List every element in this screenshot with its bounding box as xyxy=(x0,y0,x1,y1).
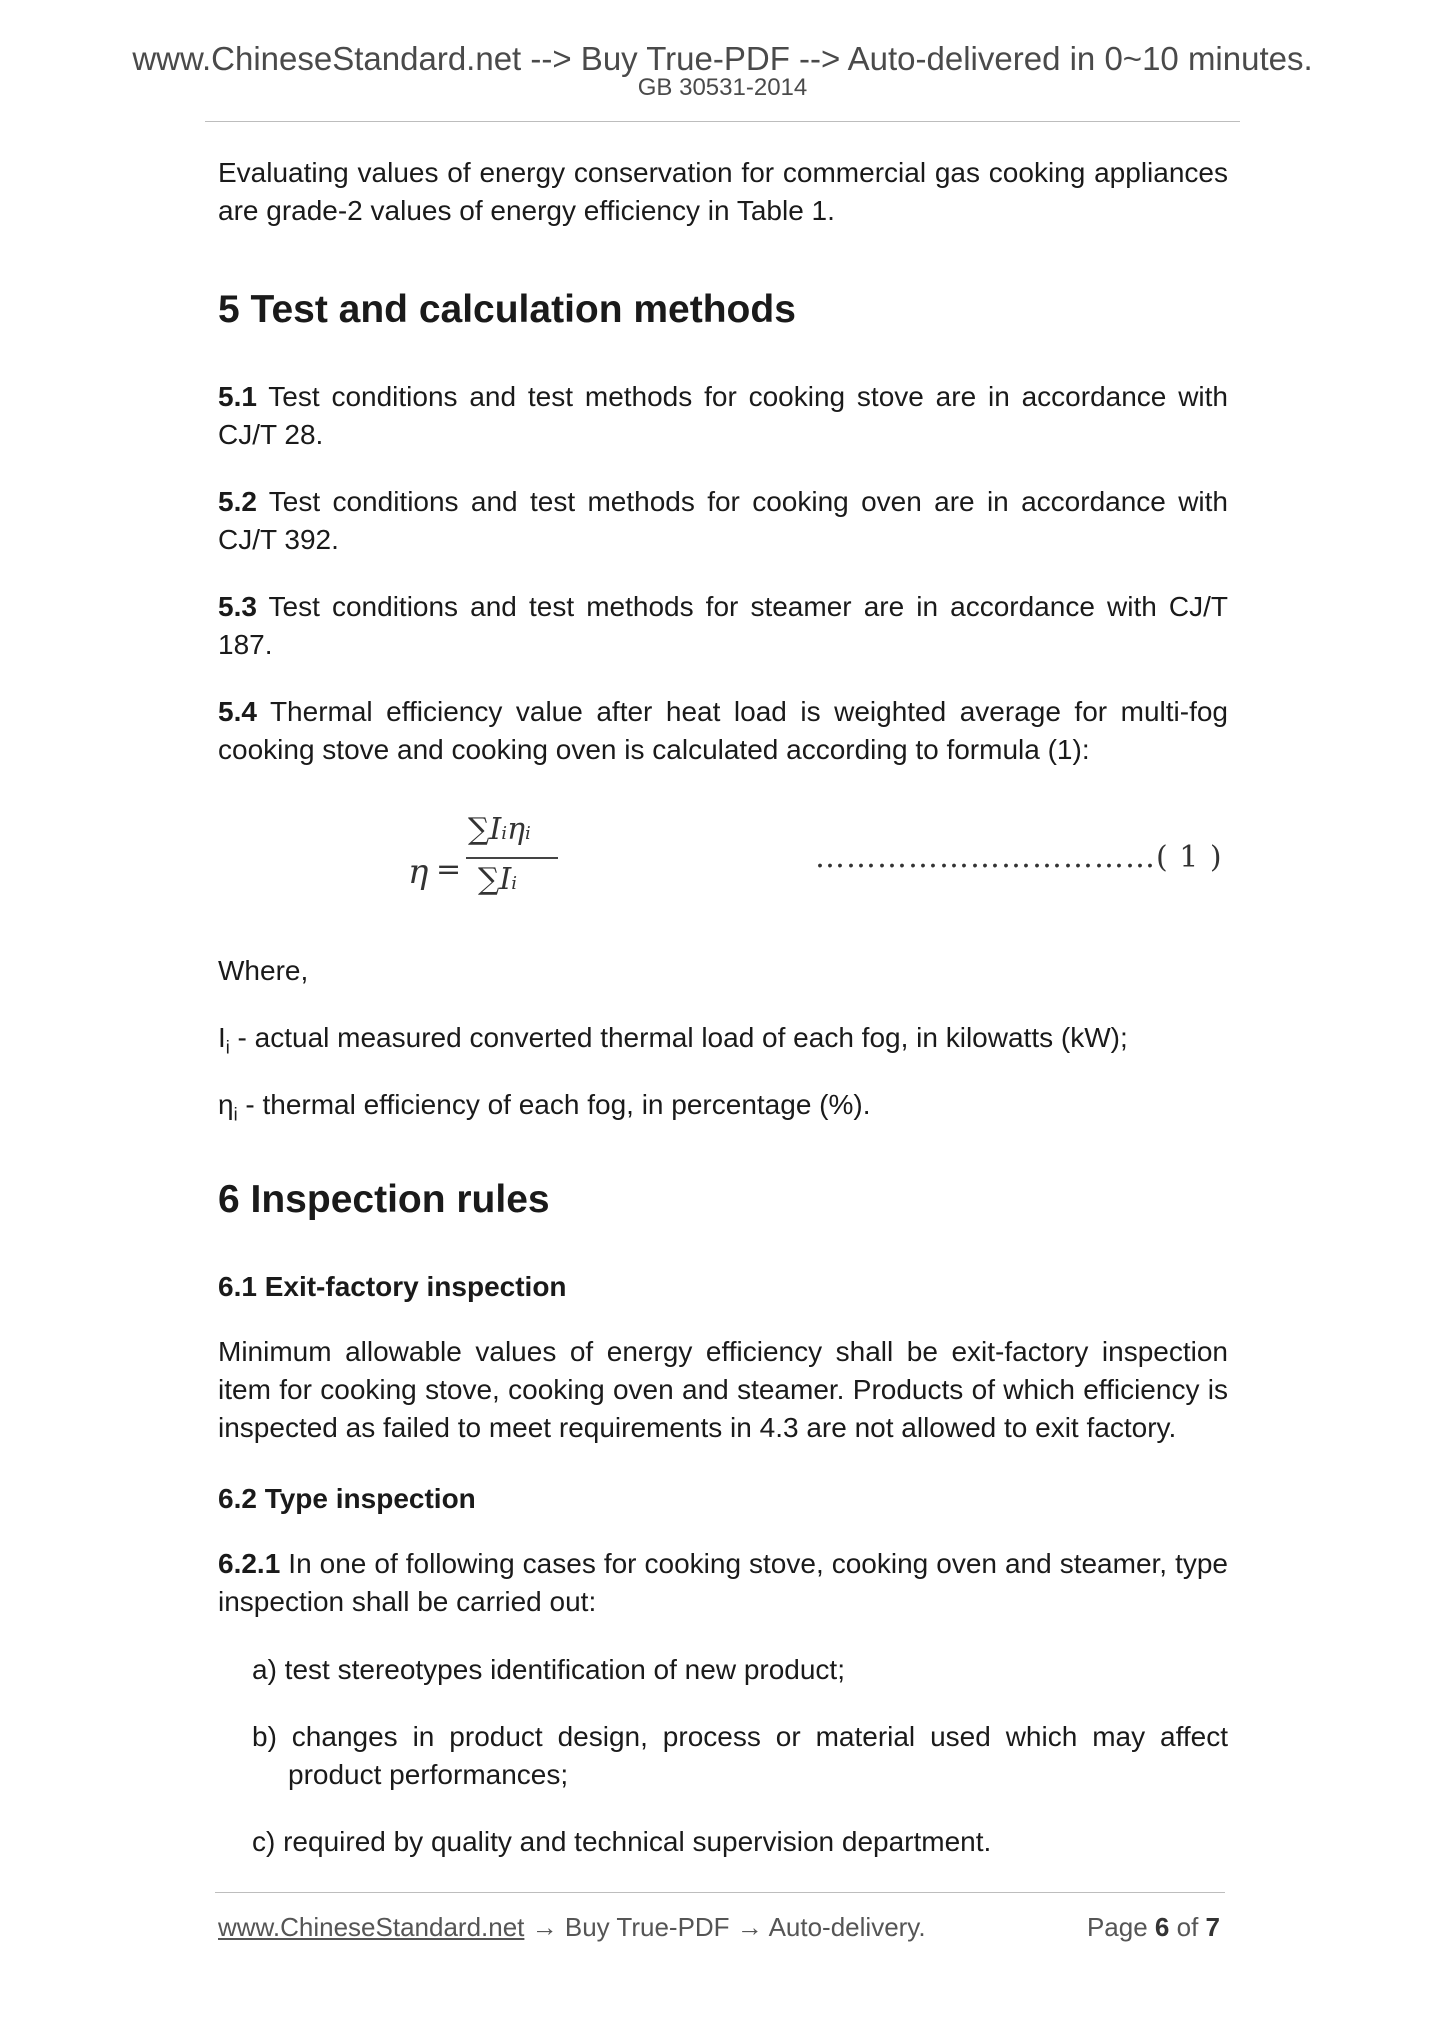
clause-text: Test conditions and test methods for cooking oven are in accordance with CJ/T 392. xyxy=(218,486,1228,555)
header-divider xyxy=(205,121,1240,122)
definition-eta: $\eta_i$ - thermal efficiency of each fog, in percentage (%). xyxy=(218,1089,871,1125)
list-item: a) test stereotypes identification of new product; xyxy=(252,1654,845,1685)
page-number: 6 xyxy=(1154,1912,1170,1942)
clause-text: Thermal efficiency value after heat load is weighted average for multi-fog cooking stove and cooking oven is calculated according to formula (1): xyxy=(218,696,1228,765)
clause-text: Test conditions and test methods for cooking stove are in accordance with CJ/T 28. xyxy=(218,381,1228,450)
section-5-heading: 5 Test and calculation methods xyxy=(218,288,796,331)
clause-5-3 xyxy=(218,588,1228,664)
clause-number: 5.3 xyxy=(218,591,257,622)
clause-5-1 xyxy=(218,378,1228,454)
clause-number: 5.2 xyxy=(218,486,257,517)
intro-paragraph: Evaluating values of energy conservation for commercial gas cooking appliances are grade-2 values of energy efficiency in Table 1. xyxy=(218,157,1228,226)
subsection-6-2-heading: 6.2 Type inspection xyxy=(218,1483,476,1514)
formula-number: ……………………………( 1 ) xyxy=(815,840,1223,875)
subsection-6-1-heading: 6.1 Exit-factory inspection xyxy=(218,1271,567,1302)
clause-5-2 xyxy=(218,483,1228,559)
clause-text: In one of following cases for cooking stove, cooking oven and steamer, type inspection shall be carried out: xyxy=(218,1548,1228,1617)
definition-I: $I_i$ - actual measured converted thermal load of each fog, in kilowatts (kW); xyxy=(218,1022,1128,1058)
footer-tagline: → Buy True-PDF → Auto-delivery. xyxy=(524,1912,926,1942)
header-doc-code: GB 30531-2014 xyxy=(637,74,808,101)
where-label: Where, xyxy=(218,955,309,986)
formula-denominator: ∑Ii xyxy=(478,862,518,897)
list-item: c) required by quality and technical supervision department. xyxy=(252,1826,992,1857)
formula-lhs: η xyxy=(408,852,429,892)
page-indicator: Page 6 of 7 xyxy=(1086,1912,1220,1942)
clause-number: 5.4 xyxy=(218,696,257,727)
formula-equals: = xyxy=(436,852,462,887)
footer-divider xyxy=(215,1892,1225,1893)
clause-number: 5.1 xyxy=(218,381,257,412)
footer-left xyxy=(218,1912,926,1943)
clause-number: 6.2.1 xyxy=(218,1548,281,1579)
footer-link[interactable]: www.ChineseStandard.net xyxy=(218,1912,525,1942)
section-6-heading: 6 Inspection rules xyxy=(218,1178,550,1221)
clause-text: Test conditions and test methods for steamer are in accordance with CJ/T 187. xyxy=(218,591,1228,660)
clause-5-4 xyxy=(218,693,1228,769)
formula-numerator: ∑Iiηi xyxy=(468,812,531,847)
formula-fraction-bar xyxy=(466,857,558,859)
subsection-6-1-text: Minimum allowable values of energy efficiency shall be exit-factory inspection item for cooking stove, cooking oven and steamer. Products of which efficiency is inspected as failed to meet requirements in 4.3 are not allowed to exit factory. xyxy=(218,1336,1228,1443)
page-total: 7 xyxy=(1205,1912,1220,1942)
list-item: b) changes in product design, process or material used which may affect product performances; xyxy=(252,1721,1228,1790)
header-url-line: www.ChineseStandard.net --> Buy True-PDF --> Auto-delivered in 0~10 minutes. xyxy=(132,40,1313,77)
clause-6-2-1 xyxy=(218,1545,1228,1621)
